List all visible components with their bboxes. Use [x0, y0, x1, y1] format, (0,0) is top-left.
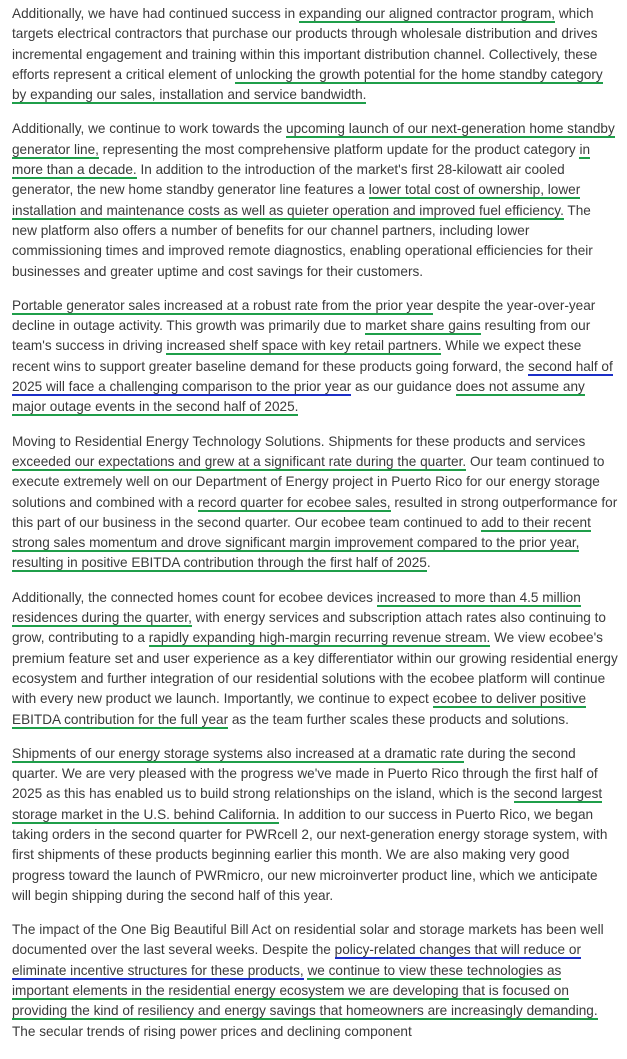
highlighted-phrase-blue: second half of 2025 will face a challenging comparison to the prior year	[12, 358, 613, 395]
paragraph	[12, 920, 619, 1042]
paragraph	[12, 432, 619, 574]
paragraph	[12, 4, 619, 105]
text-segment: In addition to our success in Puerto Rico, we began taking orders in the second quarter for PWRcell 2, our next-generation energy storage system, with first shipments of these products beginning earlier this month. We are also making very good progress toward the launch of PWRmicro, our new microinverter product line, which we anticipate will begin shipping during the second half of this year.	[12, 806, 608, 903]
text-segment: The secular trends of rising power prices and declining component	[12, 1023, 412, 1039]
text-segment: Moving to Residential Energy Technology Solutions. Shipments for these products and services	[12, 433, 586, 449]
text-segment: In addition to the introduction of the market's first 28-kilowatt air cooled generator, the new home standby generator line features a	[12, 162, 565, 198]
text-segment: despite the year-over-year decline in outage activity. This growth was primarily due to	[12, 297, 596, 334]
highlighted-phrase: rapidly expanding high-margin recurring revenue stream.	[148, 630, 491, 646]
highlighted-phrase: second largest storage market in the U.S. behind California.	[12, 786, 603, 822]
highlighted-phrase: in more than a decade.	[12, 141, 591, 178]
paragraph	[12, 296, 619, 418]
highlighted-phrase: ecobee to deliver positive EBITDA contribution for the full year	[12, 691, 587, 727]
text-segment: The new platform also offers a number of benefits for our channel partners, including lower commissioning times and improved remote diagnostics, enabling operational efficiencies for their businesses and greater uptime and cost savings for their customers.	[12, 202, 593, 279]
text-segment: Additionally, we continue to work towards the	[12, 121, 287, 137]
text-segment: as our guidance	[351, 379, 456, 395]
highlighted-phrase: exceeded our expectations and grew at a significant rate during the quarter.	[12, 453, 467, 469]
highlighted-phrase: record quarter for ecobee sales,	[197, 494, 391, 510]
highlighted-phrase: Portable generator sales increased at a robust rate from the prior year	[12, 297, 433, 313]
highlighted-phrase: unlocking the growth potential for the home standby category by expanding our sales, installation and service bandwidth.	[12, 66, 603, 103]
text-segment: resulting from our team's success in driving	[12, 318, 591, 354]
highlighted-phrase: increased shelf space with key retail partners.	[166, 338, 442, 354]
text-segment: Additionally, the connected homes count for ecobee devices	[12, 589, 377, 605]
highlighted-phrase: market share gains	[365, 318, 481, 334]
text-segment: as the team further scales these products and solutions.	[228, 711, 569, 727]
text-segment: which targets electrical contractors that purchase our products through wholesale distribution and drives incremental engagement and training within this important distribution channel. Collectively, these efforts represent a critical element of	[12, 6, 598, 82]
text-segment: representing the most comprehensive platform update for the product category	[98, 141, 580, 157]
highlighted-phrase: upcoming launch of our next-generation home standby generator line,	[12, 121, 615, 157]
paragraph	[12, 119, 619, 281]
text-segment: Additionally, we have had continued success in	[12, 6, 299, 21]
paragraph	[12, 588, 619, 730]
text-segment: While we expect these recent wins to support greater baseline demand for these products going forward, the	[12, 338, 582, 374]
text-segment: Our team continued to execute extremely well on our Department of Energy project in Puerto Rico for our energy storage solutions and combined with a	[12, 453, 605, 510]
highlighted-phrase: increased to more than 4.5 million residences during the quarter,	[12, 589, 581, 626]
text-segment: .	[426, 555, 431, 571]
text-segment: with energy services and subscription attach rates also continuing to grow, contributing to a	[12, 610, 606, 646]
highlighted-phrase-blue: policy-related changes that will reduce or eliminate incentive structures for these products,	[12, 942, 581, 978]
highlighted-phrase: Shipments of our energy storage systems also increased at a dramatic rate	[12, 745, 464, 761]
highlighted-phrase: we continue to view these technologies as important elements in the residential energy ecosystem we are developing that is focused on providing the kind of resiliency and energy savings that homeowners are increasingly demanding.	[12, 962, 598, 1019]
highlighted-phrase: expanding our aligned contractor program,	[298, 6, 556, 21]
highlighted-phrase: add to their recent strong sales momentum and drove significant margin improvement compared to the prior year, resulting in positive EBITDA contribution through the first half of 2025	[12, 514, 591, 571]
highlighted-phrase: does not assume any major outage events in the second half of 2025.	[12, 379, 585, 415]
highlighted-phrase: lower total cost of ownership, lower installation and maintenance costs as well as quieter operation and improved fuel efficiency.	[12, 182, 581, 218]
paragraph	[12, 744, 619, 906]
text-segment: The impact of the One Big Beautiful Bill Act on residential solar and storage markets has been well documented over the last several weeks. Despite the	[12, 922, 604, 958]
text-segment: resulted in strong outperformance for this part of our business in the second quarter. Our ecobee team continued to	[12, 494, 618, 530]
text-segment: during the second quarter. We are very pleased with the progress we've made in Puerto Rico through the first half of 2025 as this has enabled us to build strong relationships on the island, which is the	[12, 745, 598, 802]
text-segment: We view ecobee's premium feature set and user experience as a key differentiator within our growing residential energy ecosystem and further integration of our residential solutions with the ecobee platform will continue with every new product we launch. Importantly, we continue to expect	[12, 630, 618, 707]
